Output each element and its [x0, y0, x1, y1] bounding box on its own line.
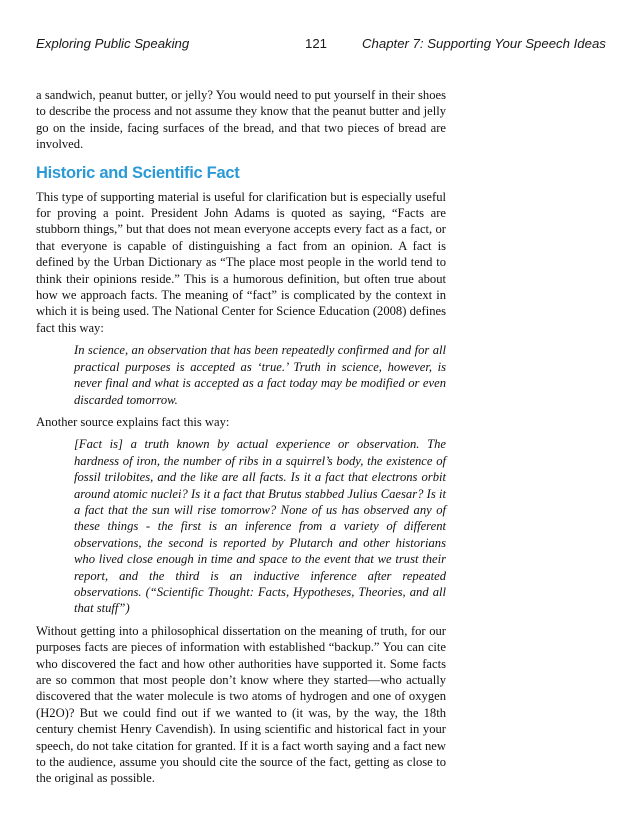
paragraph-facts-intro: This type of supporting material is useful for clarification but is especially useful for proving a point. President John Adams is quoted as saying, “Facts are stubborn things,” but that does not mean everyone accepts every fact as a fact, or that everyone is capable of distinguishing a fact from an opinion. A fact is defined by the Urban Dictionary as “The place most people in the world tend to think their opinions reside.” This is a humorous definition, but often true about how we approach facts. The meaning of “fact” is complicated by the context in which it is being used. The National Center for Science Education (2008) defines fact this way:	[36, 189, 446, 335]
section-heading: Historic and Scientific Fact	[36, 163, 240, 182]
intro-paragraph: a sandwich, peanut butter, or jelly? You would need to put yourself in their shoes to describe the process and not assume they know that the peanut butter and jelly go on the inside, facing surfaces of the bread, and that two pieces of bread are involved.	[36, 88, 446, 152]
page-number: 121	[305, 36, 328, 51]
block-quote-fact-definition: [Fact is] a truth known by actual experience or observation. The hardness of iron, the number of ribs in a squirrel’s body, the existence of fossil trilobites, and the like are all facts. Is it a fact that electrons orbit around atomic nuclei? Is it a fact that Brutus stabbed Julius Caesar? Is it a fact that the sun will rise tomorrow? None of us has observed any of these things - the first is an inference from a variety of different observations, the second is reported by Plutarch and other historians who lived close enough in time and space to the event that we trust their report, and the third is an inductive inference after repeated observations. (“Scientific Thought: Facts, Hypotheses, Theories, and all that stuff”)	[74, 437, 446, 616]
paragraph-citing-facts: Without getting into a philosophical dissertation on the meaning of truth, for our purposes facts are pieces of information with established “backup.” You can cite who discovered the fact and how other authorities have supported it. Some facts are so common that most people don’t know where they started—who actually discovered that the water molecule is two atoms of hydrogen and one of oxygen (H2O)? But we could find out if we wanted to (it was, by the way, the 18th century chemist Henry Cavendish). In using scientific and historical fact in your speech, do not take citation for granted. If it is a fact worth saying and a fact new to the audience, assume you should cite the source of the fact, getting as close to the original as possible.	[36, 623, 446, 786]
book-title: Exploring Public Speaking	[36, 36, 190, 51]
running-header	[0, 36, 630, 54]
chapter-title: Chapter 7: Supporting Your Speech Ideas	[362, 36, 606, 51]
block-quote-ncse: In science, an observation that has been repeatedly confirmed and for all practical purposes is accepted as ‘true.’ Truth in science, however, is never final and what is accepted as a fact today may be modified or even discarded tomorrow.	[74, 343, 446, 407]
body-text	[36, 87, 446, 787]
paragraph-another-source: Another source explains fact this way:	[36, 414, 230, 429]
